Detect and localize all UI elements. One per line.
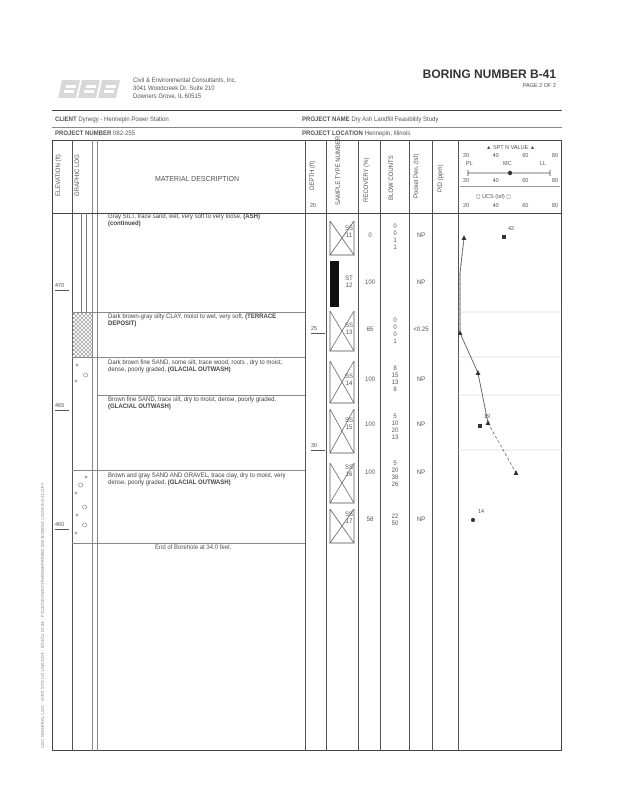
sample-recovery: 0 (368, 233, 372, 239)
sample-pocket: NP (416, 233, 426, 239)
sample-id: SS 16 (344, 465, 353, 478)
sample-blows: 8 15 13 8 (391, 366, 399, 393)
spt-graph (458, 213, 562, 553)
material-clay (108, 314, 293, 328)
mc-value-42: 42 (508, 226, 515, 232)
header-recovery: RECOVERY (%) (364, 157, 370, 202)
sample-pocket: NP (416, 470, 426, 476)
ucs-tick: 40 (492, 203, 499, 209)
spt-tick: 40 (492, 153, 499, 159)
pl-mc-ll-symbol (462, 168, 558, 178)
header-material: MATERIAL DESCRIPTION (155, 176, 240, 183)
project-name-row (302, 117, 438, 124)
sample-id: ST 12 (345, 276, 353, 289)
sample-recovery: 65 (366, 327, 374, 333)
project-location-value: Hennepin, Illinois (364, 131, 411, 137)
material-unit: (GLACIAL OUTWASH) (167, 480, 231, 486)
sample-recovery: 100 (364, 470, 375, 476)
clay-hatch (72, 312, 92, 357)
company-address-1: 3041 Woodcreek Dr. Suite 210 (133, 86, 215, 92)
sample-recovery: 100 (364, 422, 375, 428)
sample-id: SS 15 (344, 418, 353, 431)
header-depth: DEPTH (ft) (310, 160, 316, 190)
client-row (55, 117, 169, 124)
header-pid: PID (ppm) (438, 164, 444, 192)
start-depth: 20 (310, 203, 317, 209)
project-location-label: PROJECT LOCATION (302, 131, 363, 137)
project-number-value: 082-255 (113, 131, 136, 137)
sample-id: SS 17 (344, 512, 353, 525)
depth-25: 25 (311, 326, 325, 334)
end-of-borehole-note: End of Borehole at 34.0 feet. (155, 545, 232, 551)
sample-blows: 0 0 1 1 (393, 224, 397, 251)
mc-value-14: 14 (478, 509, 485, 515)
mc-label: MC (503, 161, 512, 167)
material-sand-gravel (108, 473, 298, 487)
ash-hatch (78, 213, 92, 312)
project-location-row (302, 131, 410, 138)
sample-recovery: 100 (364, 377, 375, 383)
mid-tick: 60 (522, 178, 529, 184)
sample-pocket: NP (416, 422, 426, 428)
sample-recovery: 100 (364, 280, 375, 286)
mid-tick: 40 (492, 178, 499, 184)
sample-pocket: <0.25 (413, 327, 429, 333)
mc-value-19: 19 (484, 414, 491, 420)
sample-blows: 22 50 (391, 514, 399, 527)
mc-point (502, 235, 506, 239)
sample-pocket: NP (416, 377, 426, 383)
header-sample: SAMPLE TYPE NUMBER (336, 135, 342, 205)
sample-id: SS 14 (344, 374, 353, 387)
material-unit: (ASH) (continued) (108, 214, 260, 227)
header-blow-counts: BLOW COUNTS (389, 155, 395, 200)
page-number: PAGE 2 OF 2 (522, 83, 556, 89)
file-path-footer: CEC GENERAL LOG - GINT STD US LAB.GDT - 9/19/11 15:36 - F:\CEC\DYNEGY\HENNEPIN\082-255 BORING LOGS 8-3-11.GPJ (40, 483, 45, 748)
sample-id: SS 13 (344, 323, 353, 336)
elevation-470: 470 (55, 283, 69, 291)
elevation-465: 465 (55, 403, 69, 411)
spt-point (458, 330, 463, 335)
spt-title: ▲ SPT N VALUE ▲ (486, 145, 536, 151)
header-elevation: ELEVATION (ft) (56, 154, 62, 196)
ucs-tick: 60 (522, 203, 529, 209)
material-unit: (GLACIAL OUTWASH) (167, 367, 231, 373)
spt-point (476, 370, 481, 375)
sample-pocket: NP (416, 517, 426, 523)
mid-tick: 80 (551, 178, 558, 184)
elevation-460: 460 (55, 522, 69, 530)
depth-30: 30 (311, 443, 325, 451)
material-text: Gray SILT, trace sand, wet, very soft to very loose, (108, 214, 242, 220)
mc-point (478, 424, 482, 428)
ucs-tick: 80 (551, 203, 558, 209)
ucs-ticks (463, 203, 558, 210)
header-graphic-log: GRAPHIC LOG (75, 154, 81, 196)
company-name: Civil & Environmental Consultants, Inc. (133, 78, 237, 84)
sample-blows: 0 0 0 1 (393, 318, 397, 345)
project-name-label: PROJECT NAME (302, 117, 350, 123)
company-logo (58, 76, 120, 102)
mid-ticks (463, 178, 558, 185)
material-ash (108, 214, 293, 228)
sand-gravel-symbols (72, 357, 92, 543)
material-text: Brown fine SAND, trace silt, dry to moist, dense, poorly graded, (108, 397, 277, 403)
spt-point (514, 470, 519, 475)
material-dark-sand (108, 360, 298, 374)
project-number-row (55, 131, 135, 138)
pl-label: PL (466, 161, 473, 167)
material-unit: (GLACIAL OUTWASH) (108, 404, 171, 410)
spt-tick: 60 (522, 153, 529, 159)
company-address-2: Downers Grove, IL 60515 (133, 94, 202, 100)
project-name-value: Dry Ash Landfill Feasibility Study (351, 117, 439, 123)
project-number-label: PROJECT NUMBER (55, 131, 112, 137)
material-brown-sand (108, 397, 293, 411)
material-unit: (TERRACE DEPOSIT) (108, 314, 277, 327)
sample-recovery: 58 (366, 517, 374, 523)
spt-tick: 20 (463, 153, 470, 159)
material-text: Dark brown-gray silty CLAY, moist to wet, very soft, (108, 314, 244, 320)
header-pocket-pen: Pocket Pen. (tsf) (414, 153, 420, 198)
ucs-label: ◻ UCS (tsf) ◻ (476, 194, 511, 200)
sample-blows: 5 20 38 26 (391, 461, 399, 488)
spt-ticks (463, 153, 558, 160)
spt-tick: 80 (551, 153, 558, 159)
material-text: Dark brown fine SAND, some silt, trace wood, roots , dry to moist, dense, poorly graded, (108, 360, 283, 373)
material-text: Brown and gray SAND AND GRAVEL, trace clay, dry to moist, very dense, poorly graded, (108, 473, 286, 486)
sample-id: SS 11 (344, 226, 353, 239)
ucs-tick: 20 (463, 203, 470, 209)
mid-tick: 20 (463, 178, 470, 184)
sample-blows: 5 10 20 13 (391, 414, 399, 441)
sample-pocket: NP (416, 280, 426, 286)
ll-label: LL (540, 161, 547, 167)
client-value: Dynegy - Hennepin Power Station (78, 117, 169, 123)
spt-point (462, 235, 467, 240)
boring-title: BORING NUMBER B-41 (422, 67, 556, 81)
client-label: CLIENT (55, 117, 77, 123)
mc-point (471, 518, 475, 522)
